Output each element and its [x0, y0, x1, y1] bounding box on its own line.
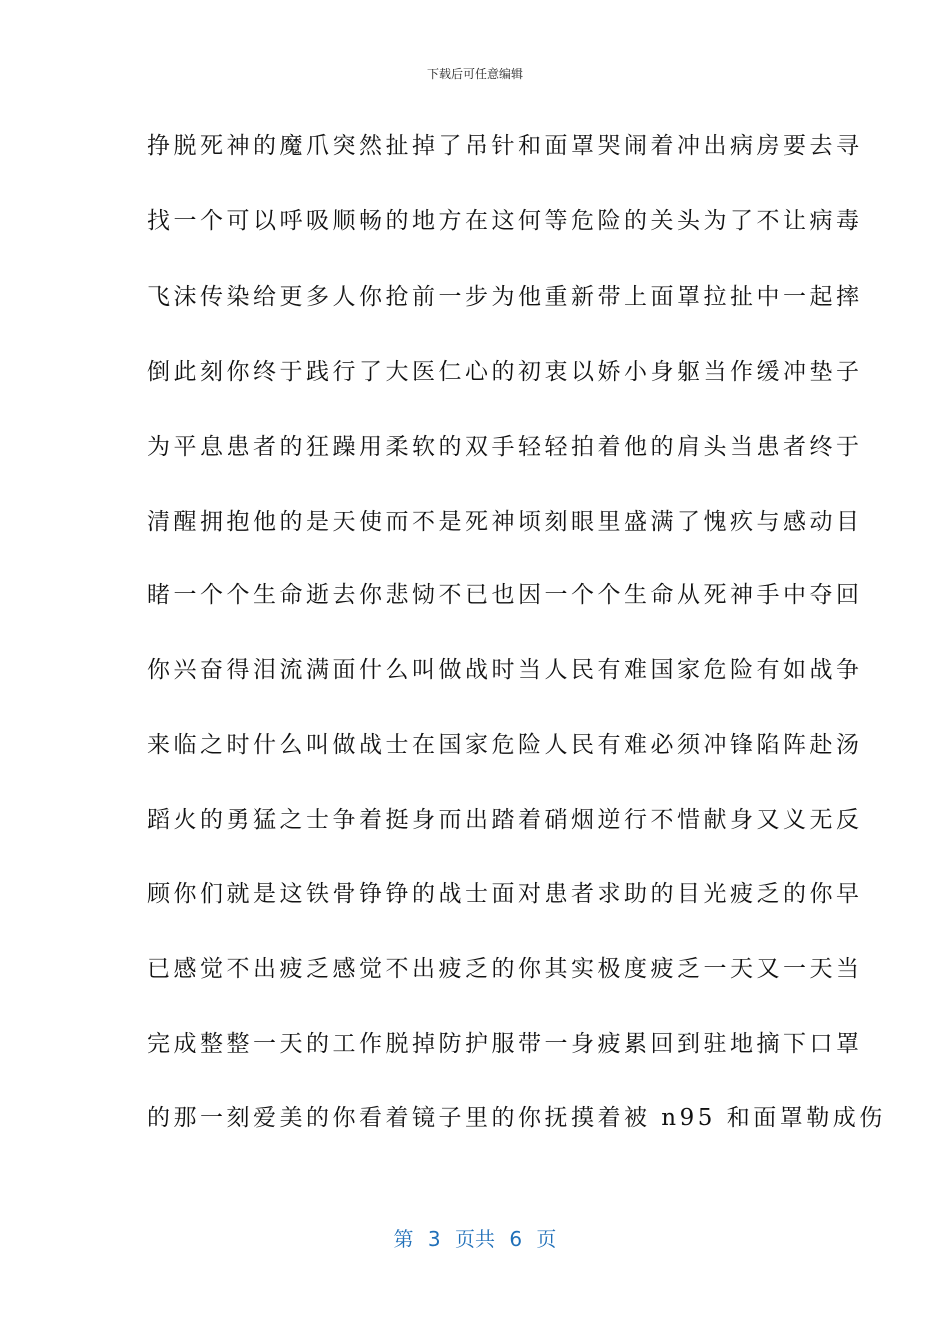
- text-line: 蹈火的勇猛之士争着挺身而出踏着硝烟逆行不惜献身又义无反: [147, 807, 863, 833]
- text-line: 挣脱死神的魔爪突然扯掉了吊针和面罩哭闹着冲出病房要去寻: [147, 133, 863, 159]
- text-line: 顾你们就是这铁骨铮铮的战士面对患者求助的目光疲乏的你早: [147, 881, 863, 907]
- page-header: 下载后可任意编辑: [426, 67, 523, 81]
- text-line: 睹一个个生命逝去你悲恸不已也因一个个生命从死神手中夺回: [147, 582, 863, 608]
- text-line: 飞沫传染给更多人你抢前一步为他重新带上面罩拉扯中一起摔: [147, 284, 863, 310]
- text-line: 找一个可以呼吸顺畅的地方在这何等危险的关头为了不让病毒: [147, 208, 863, 234]
- text-line: 你兴奋得泪流满面什么叫做战时当人民有难国家危险有如战争: [147, 657, 863, 683]
- text-line: 清醒拥抱他的是天使而不是死神顷刻眼里盛满了愧疚与感动目: [147, 509, 863, 535]
- text-line: 完成整整一天的工作脱掉防护服带一身疲累回到驻地摘下口罩: [147, 1031, 863, 1057]
- text-line: 已感觉不出疲乏感觉不出疲乏的你其实极度疲乏一天又一天当: [147, 956, 863, 982]
- page-number-footer: 第 3 页共 6 页: [393, 1227, 557, 1251]
- text-line: 的那一刻爱美的你看着镜子里的你抚摸着被 n95 和面罩勒成伤: [147, 1105, 886, 1131]
- text-line: 倒此刻你终于践行了大医仁心的初衷以娇小身躯当作缓冲垫子: [147, 359, 863, 385]
- text-line: 来临之时什么叫做战士在国家危险人民有难必须冲锋陷阵赴汤: [147, 732, 863, 758]
- text-line: 为平息患者的狂躁用柔软的双手轻轻拍着他的肩头当患者终于: [147, 434, 863, 460]
